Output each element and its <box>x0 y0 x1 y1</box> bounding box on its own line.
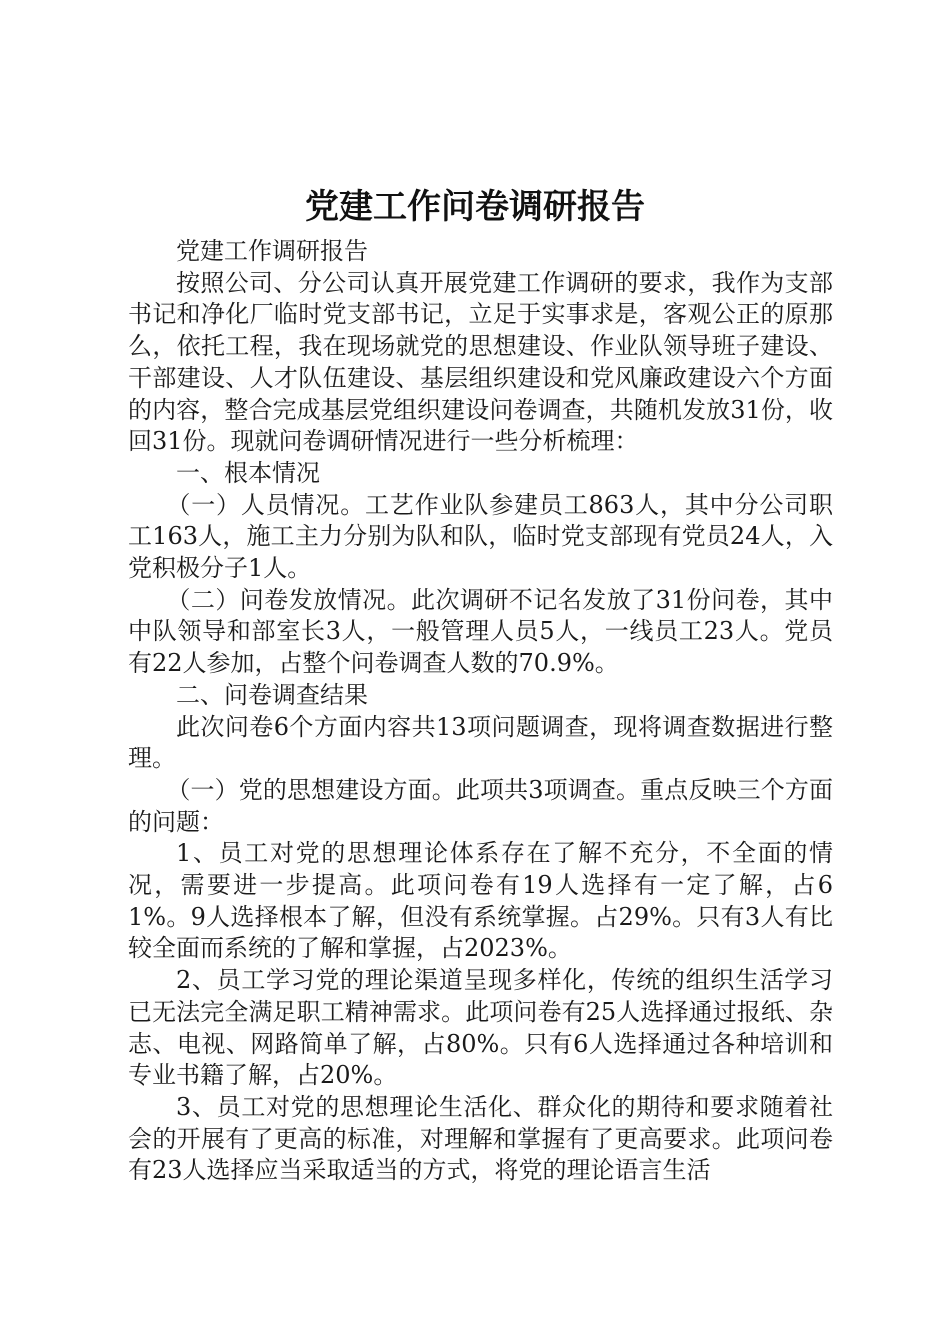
section-heading-results: 二、问卷调查结果 <box>176 680 368 709</box>
personnel-paragraph: （一）人员情况。工艺作业队参建员工863人，其中分公司职工163人，施工主力分别为队和队，临时党支部现有党员24人，入党积极分子1人。 <box>128 490 833 583</box>
ideology-paragraph: （一）党的思想建设方面。此项共3项调查。重点反映三个方面的问题： <box>128 775 833 836</box>
finding-1-paragraph: 1、员工对党的思想理论体系存在了解不充分，不全面的情况，需要进一步提高。此项问卷有19人选择有一定了解，占61%。9人选择根本了解，但没有系统掌握。占29%。只有3人有比较全面而系统的了解和掌握，占2023%。 <box>128 839 833 963</box>
section-heading-basic-situation: 一、根本情况 <box>176 458 320 487</box>
finding-2-paragraph: 2、员工学习党的理论渠道呈现多样化，传统的组织生活学习已无法完全满足职工精神需求。此项问卷有25人选择通过报纸、杂志、电视、网路简单了解，占80%。只有6人选择通过各种培训和专业书籍了解，占20%。 <box>128 966 833 1090</box>
subtitle-paragraph: 党建工作调研报告 <box>176 237 368 265</box>
distribution-paragraph: （二）问卷发放情况。此次调研不记名发放了31份问卷，其中中队领导和部室长3人，一般管理人员5人，一线员工23人。党员有22人参加，占整个问卷调查人数的70.9%。 <box>128 585 833 678</box>
intro-paragraph: 按照公司、分公司认真开展党建工作调研的要求，我作为支部书记和净化厂临时党支部书记，立足于实事求是，客观公正的原那么，依托工程，我在现场就党的思想建设、作业队领导班子建设、干部建设、人才队伍建设、基层组织建设和党风廉政建设六个方面的内容，整合完成基层党组织建设问卷调查，共随机发放31份，收回31份。现就问卷调研情况进行一些分析梳理： <box>128 268 833 456</box>
results-intro-paragraph: 此次问卷6个方面内容共13项问题调查，现将调查数据进行整理。 <box>128 712 833 773</box>
finding-3-paragraph: 3、员工对党的思想理论生活化、群众化的期待和要求随着社会的开展有了更高的标准，对理解和掌握有了更高要求。此项问卷有23人选择应当采取适当的方式，将党的理论语言生活 <box>128 1092 833 1185</box>
document-title: 党建工作问卷调研报告 <box>305 187 645 227</box>
document-body <box>128 236 833 1187</box>
